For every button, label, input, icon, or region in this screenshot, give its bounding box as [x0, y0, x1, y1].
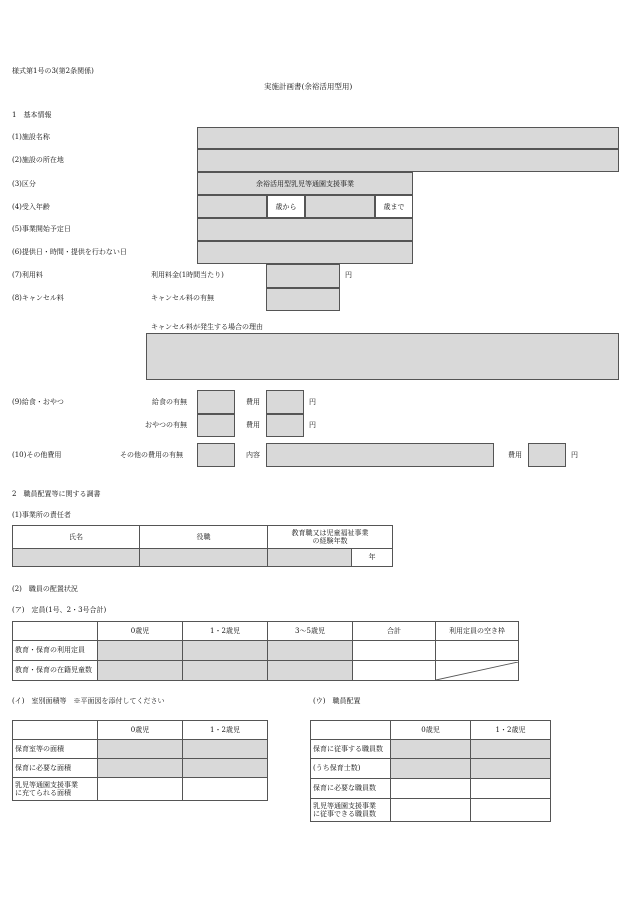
capacity-cell[interactable] [436, 641, 519, 661]
capacity-cell[interactable] [353, 641, 436, 661]
facility-name-label: (1)施設名称 [12, 133, 50, 141]
snack-presence-label: おやつの有無 [145, 421, 187, 429]
resp-position-field[interactable] [140, 549, 268, 567]
staff-placement-table [310, 720, 551, 822]
area-cell[interactable] [98, 759, 183, 778]
facility-address-field[interactable] [197, 149, 619, 172]
staff-cell[interactable] [471, 759, 551, 779]
other-cost-fee-label: 費用 [508, 451, 522, 459]
fee-label: (7)利用料 [12, 271, 43, 279]
area-corner [13, 721, 98, 740]
meal-cost-unit: 円 [309, 398, 316, 406]
start-date-field[interactable] [197, 218, 413, 241]
capacity-header-1: 1・2歳児 [183, 622, 268, 641]
capacity-cell[interactable] [98, 641, 183, 661]
basic-info-heading: 1 基本情報 [12, 111, 52, 119]
category-field: 余裕活用型乳児等通園支援事業 [197, 172, 413, 195]
area-cell[interactable] [98, 778, 183, 801]
capacity-cell[interactable] [183, 661, 268, 681]
staff-row-label: 保育に必要な職員数 [311, 779, 391, 799]
cancel-label: (8)キャンセル料 [12, 294, 64, 302]
staff-cell[interactable] [471, 740, 551, 759]
area-cell[interactable] [183, 740, 268, 759]
fee-per-hour-label: 利用料金(1時間当たり) [151, 271, 224, 279]
staff-cell[interactable] [391, 759, 471, 779]
staff-heading: 2 職員配置等に関する調書 [12, 490, 101, 498]
age-label: (4)受入年齢 [12, 203, 50, 211]
area-row-label: 保育に必要な面積 [13, 759, 98, 778]
snack-cost-field[interactable] [266, 414, 304, 437]
staff-status-heading: (2) 職員の配置状況 [12, 585, 78, 593]
other-content-label: 内容 [246, 451, 260, 459]
category-label: (3)区分 [12, 180, 36, 188]
resp-header-position: 役職 [140, 526, 268, 549]
resp-years-unit: 年 [352, 549, 393, 567]
resp-years-field[interactable] [268, 549, 352, 567]
facility-address-label: (2)施設の所在地 [12, 156, 64, 164]
staff-cell[interactable] [391, 740, 471, 759]
other-presence-field[interactable] [197, 443, 235, 467]
capacity-diagonal-cell [436, 661, 519, 681]
fee-unit: 円 [345, 271, 352, 279]
capacity-header-0: 0歳児 [98, 622, 183, 641]
diagonal-line [436, 662, 518, 680]
cancel-presence-label: キャンセル料の有無 [151, 294, 214, 302]
document-title: 実施計画書(余裕活用型用) [264, 82, 353, 91]
staff-cell[interactable] [391, 799, 471, 822]
capacity-cell[interactable] [268, 641, 353, 661]
area-row-label: 保育室等の面積 [13, 740, 98, 759]
staff-cell[interactable] [391, 779, 471, 799]
staff-cell[interactable] [471, 799, 551, 822]
capacity-header-4: 利用定員の空き枠 [436, 622, 519, 641]
other-cost-unit: 円 [571, 451, 578, 459]
area-cell[interactable] [183, 778, 268, 801]
responsible-table [12, 525, 393, 567]
area-row-label: 乳児等通園支援事業 に充てられる面積 [13, 778, 98, 801]
meal-cost-field[interactable] [266, 390, 304, 414]
resp-header-name: 氏名 [13, 526, 140, 549]
cancel-reason-label: キャンセル料が発生する場合の理由 [151, 323, 263, 331]
capacity-table [12, 621, 519, 681]
form-number: 様式第1号の3(第2条関係) [12, 67, 94, 75]
cancel-reason-field[interactable] [146, 333, 619, 380]
capacity-header-3: 合計 [353, 622, 436, 641]
staff-header-1: 1・2歳児 [471, 721, 551, 740]
area-header-1: 1・2歳児 [183, 721, 268, 740]
capacity-cell[interactable] [183, 641, 268, 661]
age-to-unit: 歳まで [375, 195, 413, 218]
facility-name-field[interactable] [197, 127, 619, 149]
responsible-heading: (1)事業所の責任者 [12, 511, 71, 519]
staff-header-0: 0歳児 [391, 721, 471, 740]
capacity-row-label: 教育・保育の利用定員 [13, 641, 98, 661]
capacity-corner [13, 622, 98, 641]
other-content-field[interactable] [266, 443, 494, 467]
age-to-field[interactable] [305, 195, 375, 218]
other-cost-field[interactable] [528, 443, 566, 467]
meal-label: (9)給食・おやつ [12, 398, 64, 406]
staff-row-label: (うち保育士数) [311, 759, 391, 779]
capacity-header-2: 3～5歳児 [268, 622, 353, 641]
area-table [12, 720, 268, 801]
staff-row-label: 乳児等通園支援事業 に従事できる職員数 [311, 799, 391, 822]
capacity-cell[interactable] [353, 661, 436, 681]
area-cell[interactable] [183, 759, 268, 778]
snack-cost-unit: 円 [309, 421, 316, 429]
area-cell[interactable] [98, 740, 183, 759]
other-presence-label: その他の費用の有無 [120, 451, 183, 459]
staff-row-label: 保育に従事する職員数 [311, 740, 391, 759]
staff-placement-heading: (ウ) 職員配置 [313, 697, 361, 705]
area-header-0: 0歳児 [98, 721, 183, 740]
age-from-field[interactable] [197, 195, 267, 218]
days-times-field[interactable] [197, 241, 413, 264]
capacity-row-label: 教育・保育の在籍児童数 [13, 661, 98, 681]
snack-cost-label: 費用 [246, 421, 260, 429]
resp-header-years: 教育職又は児童福祉事業 の経験年数 [268, 526, 393, 549]
cancel-presence-field[interactable] [266, 288, 340, 311]
age-from-unit: 歳から [267, 195, 305, 218]
other-cost-label: (10)その他費用 [12, 451, 62, 459]
area-heading: (イ) 室別面積等 ※平面図を添付してください [12, 697, 165, 705]
capacity-heading: (ア) 定員(1号、2・3号合計) [12, 606, 107, 614]
capacity-cell[interactable] [268, 661, 353, 681]
meal-presence-label: 給食の有無 [152, 398, 187, 406]
start-date-label: (5)事業開始予定日 [12, 225, 71, 233]
fee-field[interactable] [266, 264, 340, 288]
staff-cell[interactable] [471, 779, 551, 799]
snack-presence-field[interactable] [197, 414, 235, 437]
days-times-label: (6)提供日・時間・提供を行わない日 [12, 248, 127, 256]
meal-presence-field[interactable] [197, 390, 235, 414]
staff-corner [311, 721, 391, 740]
resp-name-field[interactable] [13, 549, 140, 567]
meal-cost-label: 費用 [246, 398, 260, 406]
capacity-cell[interactable] [98, 661, 183, 681]
